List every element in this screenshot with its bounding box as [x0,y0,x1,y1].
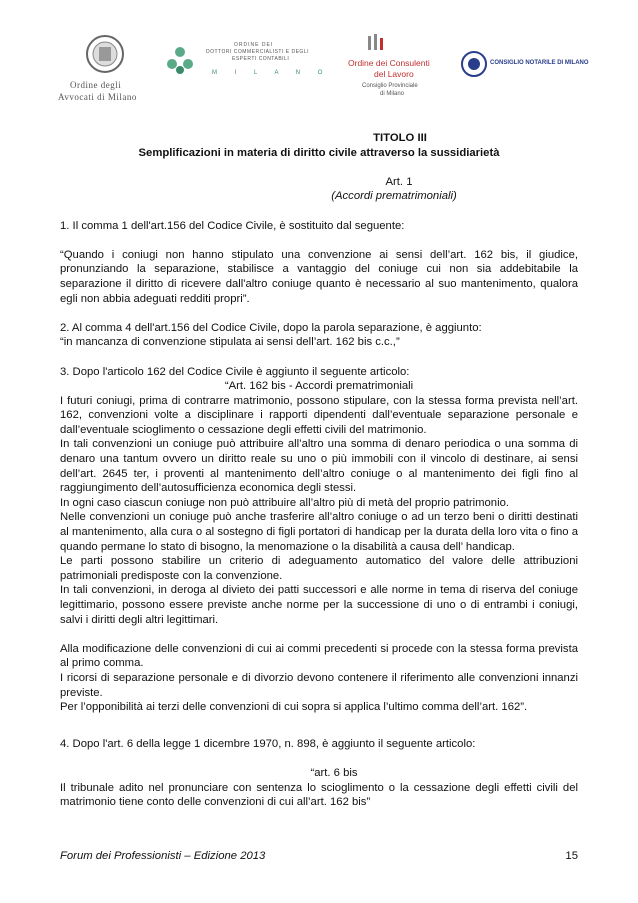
consulenti-emblem-icon [366,32,388,54]
consulenti-line1: Ordine dei Consulenti [348,58,430,68]
logo-commercialisti [164,36,336,96]
logo-notarile [460,46,588,86]
subtitle-heading: Semplificazioni in materia di diritto civile attraverso la sussidiarietà [138,146,500,159]
commercialisti-emblem-icon [164,42,196,76]
paragraph-12: I ricorsi di separazione personale e di divorzio devono contenere il riferimento alle convenzioni innanzi previste. [60,671,578,699]
consulenti-line2: del Lavoro [374,69,414,79]
paragraph-1: 1. Il comma 1 dell'art.156 del Codice Civile, è sostituito dal seguente: [60,219,405,232]
page-number: 15 [565,850,578,862]
paragraph-3a: 2. Al comma 4 dell'art.156 del Codice Civile, dopo la parola separazione, è aggiunto: [60,321,482,334]
footer-title: Forum dei Professionisti – Edizione 2013 [60,850,266,862]
notarile-seal-icon [460,50,488,78]
title-heading: TITOLO III [373,132,427,144]
paragraph-4a: 3. Dopo l'articolo 162 del Codice Civile è aggiunto il seguente articolo: [60,365,410,378]
paragraph-14: 4. Dopo l'art. 6 della legge 1 dicembre 1970, n. 898, è aggiunto il seguente articolo: [60,737,476,750]
paragraph-3b: “in mancanza di convenzione stipulata ai sensi dell’art. 162 bis c.c.,” [60,336,400,349]
article-subheading: (Accordi prematrimoniali) [331,190,457,203]
paragraph-6: In tali convenzioni un coniuge può attribuire all’altro una somma di denaro periodica o una somma di denaro una tantum ovvero un diritto reale su uno o più immobili con il vincolo di destinare, ai sensi dell’art. 2645 ter, i proventi al mantenimento dell’altro coniuge o al mantenimento dei figli fino al raggiungimento dell’autosufficienza economica degli stessi. [60,438,578,495]
commercialisti-city: M I L A N O [212,70,331,76]
article-162-bis-heading: “Art. 162 bis - Accordi prematrimoniali [224,380,414,393]
article-6-bis-heading: “art. 6 bis [310,766,358,779]
paragraph-13: Per l’opponibilità ai terzi delle convenzioni di cui sopra si applica l’ultimo comma dell’art. 162”. [60,701,528,714]
paragraph-9: Le parti possono stabilire un criterio di adeguamento automatico del valore delle attribuzioni patrimoniali predisposte con la convenzione. [60,555,578,582]
logo-avvocati [56,28,156,108]
article-heading: Art. 1 [385,175,413,188]
header-logos [56,28,588,108]
document-body [60,131,578,810]
paragraph-11: Alla modificazione delle convenzioni di cui ai commi precedenti si procede con la stessa forma prevista al primo comma. [60,642,578,670]
paragraph-16: Il tribunale adito nel pronunciare con sentenza lo scioglimento o la cessazione degli effetti civili del matrimonio tiene conto delle convenzioni di cui all’art. 162 bis” [60,781,578,809]
commercialisti-line1: ORDINE DEI [234,42,274,48]
avvocati-line1: Ordine degli [70,80,122,90]
avvocati-line2: Avvocati di Milano [58,92,137,102]
paragraph-5: I futuri coniugi, prima di contrarre matrimonio, possono stipulare, con la stessa forma prevista nell’art. 162, convenzioni volte a disciplinare i rapporti dipendenti dall’eventuale separazione personale e dall’eventuale scioglimento o cessazione degli effetti civili del matrimonio. [60,394,578,436]
consulenti-line3: Consiglio Provinciale [362,83,418,89]
commercialisti-line3: ESPERTI CONTABILI [232,56,290,62]
commercialisti-line2: DOTTORI COMMERCIALISTI E DEGLI [206,49,309,55]
paragraph-2: “Quando i coniugi non hanno stipulato una convenzione ai sensi dell’art. 162 bis, il giudice, pronunziando la separazione, stabilisce a vantaggio del coniuge cui non sia addebitabile la separazione il diritto di ricevere dall'altro coniuge quanto è necessario al suo mantenimento, qualora egli non abbia adeguati redditi propri”. [60,248,578,305]
avvocati-seal-icon [85,32,125,76]
paragraph-7: In ogni caso ciascun coniuge non può attribuire all’altro più di metà del proprio patrimonio. [60,496,510,509]
paragraph-8: Nelle convenzioni un coniuge può anche trasferire all’altro coniuge o ad un terzo beni o diritti destinati al mantenimento, alla cura o al sostegno di figli portatori di handicap per la durata della loro vita o fino a quando permane lo stato di bisogno, la menomazione o la disabilità a causa dell’ handicap. [60,511,578,553]
consulenti-line4: di Milano [380,91,405,97]
logo-consulenti [344,28,454,108]
page-footer [60,850,578,862]
paragraph-10: In tali convenzioni, in deroga al divieto dei patti successori e alle norme in tema di riserva del coniuge legittimario, possono essere previste anche norme per la successione di uno o di entrambi i coniugi, salvi i diritti degli altri legittimari. [60,584,578,626]
notarile-label: CONSIGLIO NOTARILE DI MILANO [490,60,589,66]
